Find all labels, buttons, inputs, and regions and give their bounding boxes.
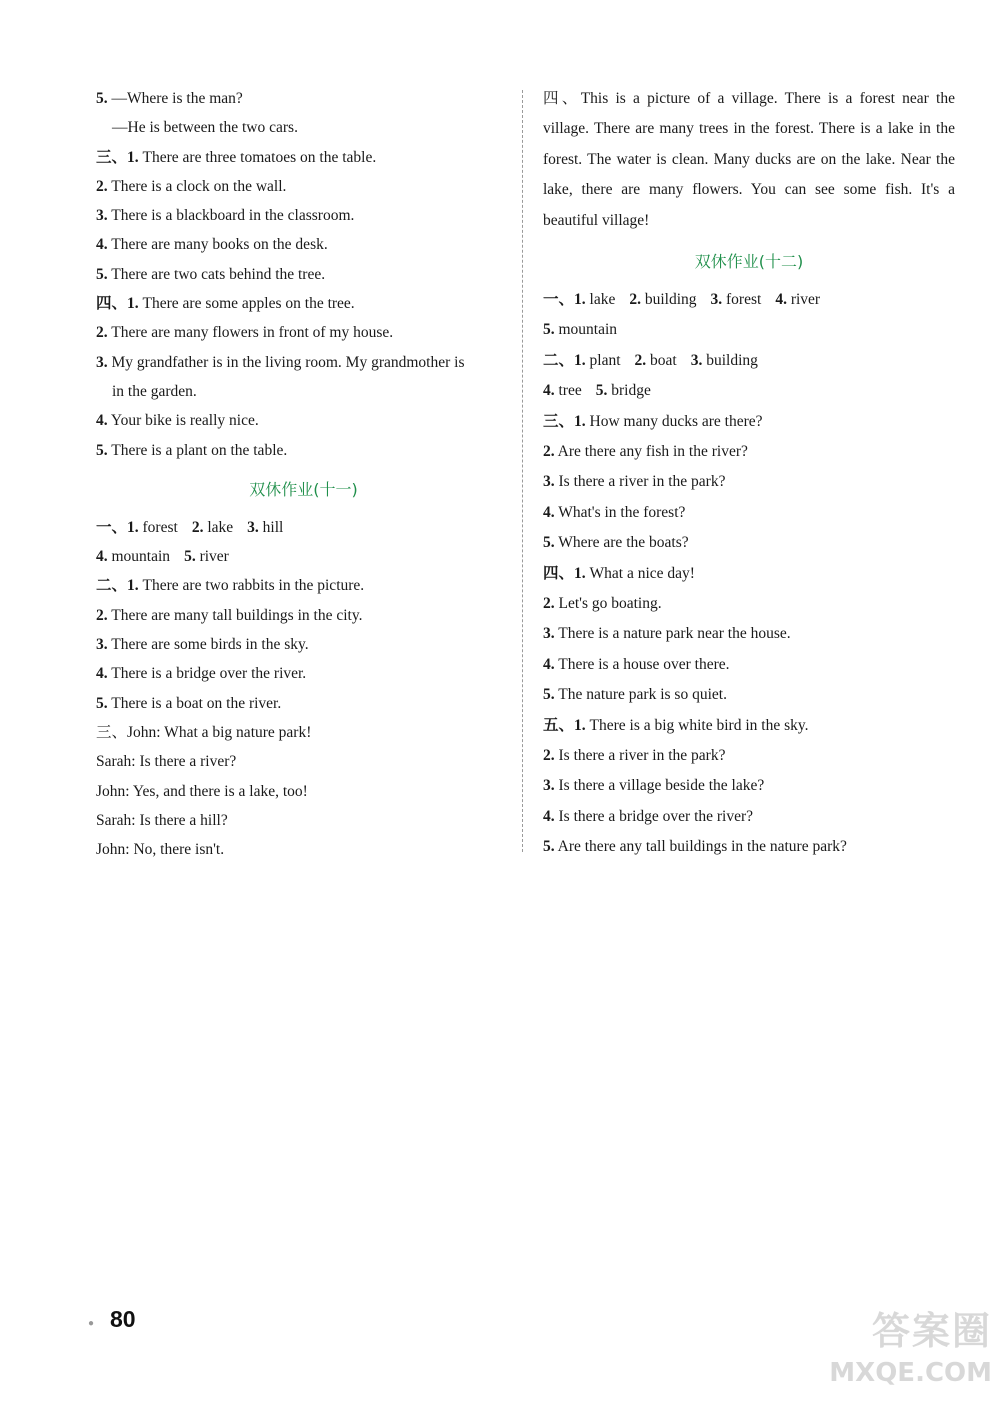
answer-line [96,201,511,230]
item-number: 5. [595,382,608,400]
item-number: 5. [543,686,555,704]
section-heading-12: 双休作业(十二) [694,252,804,272]
item-text: John: Yes, and there is a lake, too! [96,782,308,800]
item-text: There are many books on the desk. [107,236,328,254]
item-text: forest [722,291,762,309]
item-number: 3. [690,351,703,369]
item-text: plant [585,351,621,369]
item-number: 2. [191,518,204,536]
item-number: 3. [96,353,108,371]
answer-line [96,84,511,113]
answer-line [543,711,955,741]
item-number: 2. [634,351,647,369]
answer-line [96,260,511,289]
item-number: 四、1. [543,564,586,582]
item-text: river [195,548,229,566]
answer-line [543,559,955,589]
answer-line [96,230,511,259]
page-dot-ornament: ● [88,1318,95,1329]
answer-line [543,407,955,437]
left-answer-block-a [96,84,511,465]
item-number: 4. [96,548,108,566]
item-number: 5. [96,90,108,107]
item-number: 3. [96,207,108,225]
item-number: 4. [775,291,787,309]
item-text: mountain [554,321,618,339]
watermark-logo [822,1306,992,1396]
item-number: 5. [96,441,108,459]
answer-row [543,346,955,376]
item-text: mountain [107,548,171,566]
item-text: There are many flowers in front of my house. [107,324,394,342]
item-number: 二、1. [543,351,586,369]
item-text: There is a boat on the river. [107,694,282,712]
item-text: Let's go boating. [554,594,662,612]
item-number: 3. [710,291,723,309]
watermark-text: 答案圈 [871,1309,992,1353]
answer-line [543,771,955,801]
item-text: There is a blackboard in the classroom. [107,207,355,225]
item-text: There is a house over there. [554,655,730,673]
item-text: There are some apples on the tree. [138,295,355,313]
answer-line [96,542,511,571]
item-text: There are many tall buildings in the city. [107,606,363,624]
item-text: Sarah: Is there a river? [96,753,237,771]
item-number: 3. [543,625,555,643]
item-text: Is there a river in the park? [554,473,726,491]
item-number: 5. [543,321,555,339]
answer-line [543,802,955,832]
section-heading-11: 双休作业(十一) [249,479,358,499]
item-number: 5. [96,265,108,283]
item-text: Your bike is really nice. [107,412,259,430]
item-number: 2. [629,291,641,309]
item-number: 3. [247,518,259,536]
item-text: lake [585,291,616,309]
item-number: 2. [96,606,108,624]
passage-paragraph: 四、This is a picture of a village. There is a forest near the village. There are many trees in the forest. There is a lake in the forest. The water is clean. Many ducks are on the lake. Near the lake, there are many flowers. You can see some fish. It's a beautiful village! [543,90,955,229]
answer-line [543,619,955,649]
answer-row [543,285,955,315]
item-text: Are there any tall buildings in the nature park? [554,838,847,856]
item-text: There is a plant on the table. [107,441,288,459]
item-text: hill [258,518,284,536]
right-column [543,84,955,862]
answer-line [96,172,511,201]
answer-line [543,589,955,619]
answer-line [96,630,511,659]
answer-line [96,436,511,465]
item-number: 2. [96,177,108,195]
answer-line [96,659,511,688]
item-text: There are three tomatoes on the table. [138,148,377,166]
item-text: river [786,291,821,309]
item-number: 一、1. [96,518,139,536]
answer-line [543,437,955,467]
answer-line [96,513,511,542]
answer-line [96,348,511,377]
answer-line [96,143,511,172]
item-text: There are two rabbits in the picture. [138,577,365,595]
answer-line [96,689,511,718]
item-text: boat [646,351,677,369]
item-text: building [702,351,758,369]
page-number: 80 [110,1306,136,1332]
item-text: There is a clock on the wall. [107,177,287,195]
item-number: 4. [543,503,555,521]
item-number: 3. [543,777,555,795]
item-text: bridge [607,382,651,400]
answer-line [543,528,955,558]
item-number: 4. [96,412,108,430]
item-text: What a nice day! [585,564,695,582]
item-number: 三、1. [543,412,586,430]
column-divider [522,90,523,852]
item-text: Where are the boats? [554,534,689,552]
item-number: 4. [96,665,108,683]
item-number: 四、1. [96,295,139,313]
item-number: 2. [543,442,555,460]
item-text: What's in the forest? [554,503,686,521]
answer-line [96,601,511,630]
item-text: How many ducks are there? [585,412,763,430]
answer-row [543,376,955,406]
answer-line [543,498,955,528]
right-answer-list [543,407,955,863]
item-number: 2. [543,594,555,612]
answer-line [96,806,511,835]
answer-line [96,571,511,600]
item-text: Are there any fish in the river? [554,442,748,460]
item-number: 3. [96,636,108,654]
answer-line [543,741,955,771]
left-column [96,84,511,864]
item-text: —Where is the man? [107,90,243,107]
answer-line [96,406,511,435]
item-number: 4. [543,807,555,825]
item-number: 4. [543,382,555,400]
item-text: There is a nature park near the house. [554,625,791,643]
item-number: 4. [543,655,555,673]
item-number: 5. [543,534,555,552]
item-text: There is a big white bird in the sky. [585,716,809,734]
item-text: building [640,291,697,309]
answer-line [96,289,511,318]
answer-row [543,315,955,345]
item-number: 二、1. [96,577,139,595]
item-text: The nature park is so quiet. [554,686,727,704]
item-text: Is there a river in the park? [554,746,726,764]
item-text: forest [138,518,178,536]
item-number: 一、1. [543,291,586,309]
item-text: There are two cats behind the tree. [107,265,326,283]
item-number: 2. [543,746,555,764]
item-text: tree [554,382,582,400]
answer-line [96,113,511,142]
item-text: There are some birds in the sky. [107,636,309,654]
answer-line [96,318,511,347]
item-number: 3. [543,473,555,491]
answer-line [96,377,511,406]
item-number: 4. [96,236,108,254]
answer-line [543,650,955,680]
item-number: 5. [184,548,196,566]
item-number: 三、1. [96,148,139,166]
answer-line [543,467,955,497]
item-number: 5. [543,838,555,856]
item-text: lake [203,518,234,536]
answer-line [96,777,511,806]
answer-line [543,832,955,862]
item-text: 三、John: What a big nature park! [96,723,312,741]
item-text: Is there a village beside the lake? [554,777,765,795]
watermark-url: MXQE.COM [829,1358,992,1388]
item-text: My grandfather is in the living room. My grandmother is [107,353,465,371]
item-text: in the garden. [112,382,197,400]
item-text: John: No, there isn't. [96,841,225,859]
item-text: Is there a bridge over the river? [554,807,754,825]
item-number: 五、1. [543,716,586,734]
item-number: 5. [96,694,108,712]
answer-line [543,680,955,710]
item-text: —He is between the two cars. [112,119,298,137]
item-text: There is a bridge over the river. [107,665,307,683]
answer-line [96,835,511,864]
answer-line [96,718,511,747]
answer-line [96,747,511,776]
left-answer-block-b [96,513,511,865]
item-number: 2. [96,324,108,342]
item-text: Sarah: Is there a hill? [96,811,228,829]
